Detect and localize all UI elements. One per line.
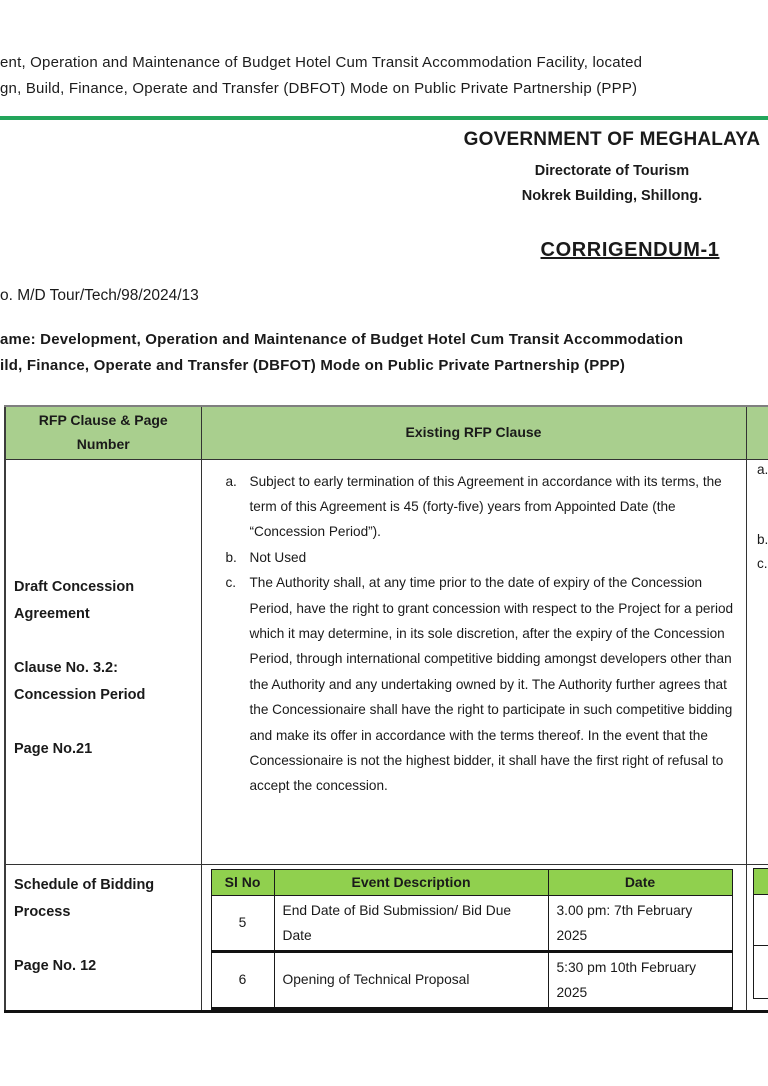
office-address: Nokrek Building, Shillong. <box>521 188 703 204</box>
list-marker: c. <box>225 575 237 591</box>
schedule-row <box>211 951 732 1008</box>
schedule-header-date: Date <box>548 869 732 895</box>
text-line: Clause No. 3.2: <box>14 659 118 676</box>
revised-clause-cell <box>746 459 768 864</box>
clause-list-item <box>226 545 734 570</box>
header-rule <box>0 116 768 120</box>
reference-number: o. M/D Tour/Tech/98/2024/13 <box>0 287 199 304</box>
clause-list-item <box>226 570 734 799</box>
clause-list-item <box>226 469 734 545</box>
text-line <box>14 628 195 655</box>
table-row-bidding-schedule <box>5 864 768 1011</box>
department-name: Directorate of Tourism <box>534 163 690 179</box>
schedule-date: 3.00 pm: 7th February 2025 <box>548 895 732 951</box>
schedule-event: End Date of Bid Submission/ Bid Due Date <box>274 895 548 951</box>
revised-schedule-row-strip <box>754 895 768 946</box>
running-header-line-2: gn, Build, Finance, Operate and Transfer (DBFOT) Mode on Public Private Partnership (PPP) <box>0 80 638 97</box>
schedule-header-sl-no: Sl No <box>211 869 274 895</box>
clause-reference-cell <box>5 459 201 864</box>
text-line <box>14 926 195 953</box>
revised-clause-list-marker: c. <box>757 556 768 571</box>
clause-reference-cell <box>5 864 201 1011</box>
running-header-line-1: ent, Operation and Maintenance of Budget Hotel Cum Transit Accommodation Facility, located <box>0 54 643 71</box>
revised-clause-list-marker: a. <box>757 462 768 477</box>
bidding-schedule-table <box>211 869 733 1010</box>
schedule-date: 5:30 pm 10th February 2025 <box>548 951 732 1008</box>
header-existing-rfp-clause: Existing RFP Clause <box>201 406 746 459</box>
schedule-event: Opening of Technical Proposal <box>274 951 548 1008</box>
list-text: Not Used <box>249 549 307 565</box>
revised-schedule-header-strip <box>754 869 768 895</box>
letterhead <box>362 127 768 209</box>
list-text: Subject to early termination of this Agreement in accordance with its terms, the term of this Agreement is 45 (forty-five) years from Appointed Date (the “Concession Period”). <box>249 473 722 540</box>
revised-schedule-table-clipped <box>753 868 768 999</box>
revised-clause-list-marker: b. <box>757 532 768 547</box>
text-line: Page No. 12 <box>14 957 97 974</box>
schedule-sl-no: 6 <box>211 951 274 1008</box>
table-header-row <box>5 406 768 459</box>
list-marker: b. <box>225 549 237 565</box>
text-line: Schedule of Bidding <box>14 876 155 893</box>
project-name-line-2: ild, Finance, Operate and Transfer (DBFOT) Mode on Public Private Partnership (PPP) <box>0 357 626 374</box>
schedule-header-row <box>211 869 732 895</box>
corrigendum-title: CORRIGENDUM-1 <box>540 239 720 261</box>
text-line: Process <box>14 903 71 920</box>
list-marker: a. <box>225 473 237 489</box>
existing-clause-cell <box>201 459 746 864</box>
table-row-concession-period <box>5 459 768 864</box>
list-text: The Authority shall, at any time prior to the date of expiry of the Concession Period, have the right to grant concession with respect to the Project for a period which it may determine, in its sole discretion, after the expiry of the Concession Period, through international competitive bidding amongst developers other than the Authority and any undertaking owned by it. The Authority further agrees that the Concessionaire shall have the right to participate in such competitive bidding and make its offer in accordance with the terms thereof. In the event that the Concessionaire is not the highest bidder, it shall have the first right of refusal to accept the concession. <box>249 575 734 794</box>
schedule-row <box>211 895 732 951</box>
text-line: Concession Period <box>14 686 146 703</box>
existing-schedule-cell <box>201 864 746 1011</box>
text-line: Agreement <box>14 605 90 622</box>
government-name: GOVERNMENT OF MEGHALAYA <box>463 129 761 150</box>
header-rfp-clause-page-number: RFP Clause & Page Number <box>5 406 201 459</box>
text-line: Page No.21 <box>14 740 93 757</box>
text-line <box>14 709 195 736</box>
schedule-header-event-description: Event Description <box>274 869 548 895</box>
header-revised-rfp-clause <box>746 406 768 459</box>
project-name-line-1: ame: Development, Operation and Maintenance of Budget Hotel Cum Transit Accommodation <box>0 331 684 348</box>
rfp-corrigendum-table <box>4 405 768 1013</box>
schedule-sl-no: 5 <box>211 895 274 951</box>
text-line: Draft Concession <box>14 578 135 595</box>
